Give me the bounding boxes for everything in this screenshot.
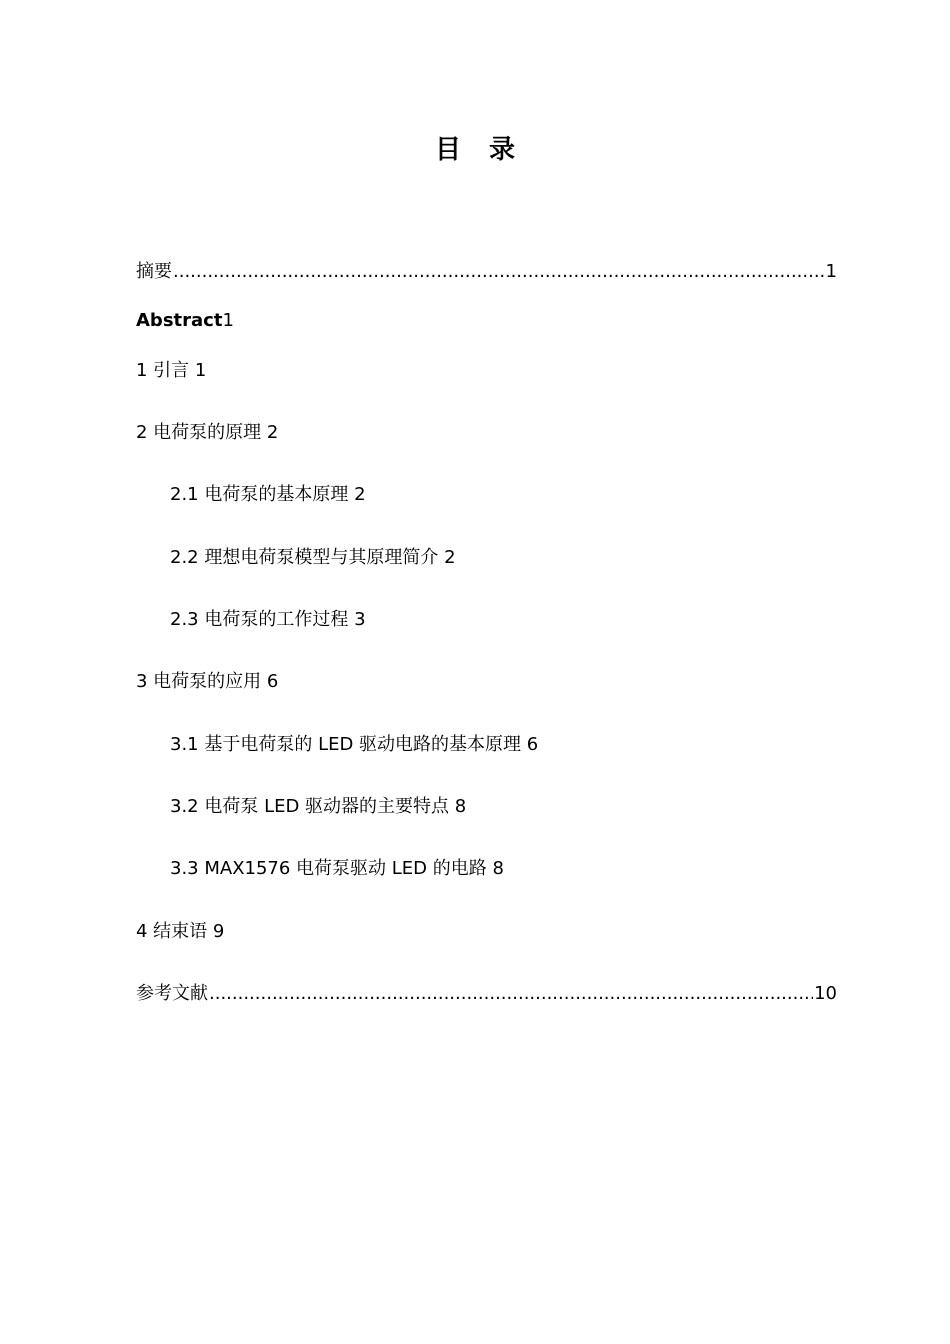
toc-entry-label: 参考文献 [136, 983, 208, 1004]
toc-entry-label: 4 结束语 [136, 921, 208, 942]
toc-entry-1[interactable] [136, 358, 837, 384]
toc-leader-dots [209, 981, 813, 1007]
toc-entry-label: 2.1 电荷泵的基本原理 [170, 484, 349, 505]
toc-entry-label: 摘要 [136, 261, 172, 282]
toc-entry-page: 2 [444, 547, 456, 568]
toc-entry-page: 8 [492, 858, 504, 879]
toc-entry-3[interactable] [136, 669, 837, 695]
toc-entry-page: 1 [194, 360, 207, 381]
toc-entry-page: 8 [454, 796, 467, 817]
toc-entry-page: 9 [212, 921, 225, 942]
toc-entry-3-3[interactable] [170, 856, 837, 882]
toc-entry-3-2[interactable] [170, 794, 837, 820]
toc-entry-page: 2 [354, 484, 366, 505]
toc-entry-4[interactable] [136, 919, 837, 945]
toc-entry-page: 6 [526, 734, 539, 755]
toc-entry-page: 10 [814, 983, 837, 1004]
toc-entry-label: 3.3 MAX1576 电荷泵驱动 LED 的电路 [170, 858, 487, 879]
toc-title: 目录 [434, 135, 543, 165]
toc-entry-label: Abstract [136, 310, 223, 331]
toc-entry-references[interactable] [136, 981, 837, 1007]
toc-entry-page: 1 [825, 261, 837, 282]
toc-entry-abstract-en[interactable] [136, 308, 837, 334]
toc-entry-label: 3.2 电荷泵 LED 驱动器的主要特点 [170, 796, 450, 817]
toc-entry-label: 3 电荷泵的应用 [136, 671, 262, 692]
toc-entry-page: 2 [266, 422, 279, 443]
toc-entry-page: 3 [354, 609, 366, 630]
toc-entry-2[interactable] [136, 420, 837, 446]
toc-entry-label: 3.1 基于电荷泵的 LED 驱动电路的基本原理 [170, 734, 522, 755]
toc-entry-label: 2 电荷泵的原理 [136, 422, 262, 443]
toc-entry-label: 1 引言 [136, 360, 190, 381]
toc-entry-2-2[interactable] [170, 545, 837, 571]
toc-entry-2-3[interactable] [170, 607, 837, 633]
toc-entry-label: 2.3 电荷泵的工作过程 [170, 609, 349, 630]
toc-entry-abstract-cn[interactable] [136, 259, 837, 285]
toc-entry-page: 1 [222, 310, 234, 331]
toc-entry-page: 6 [266, 671, 279, 692]
toc-leader-dots [173, 259, 825, 285]
toc-entry-3-1[interactable] [170, 732, 837, 758]
toc-entry-label: 2.2 理想电荷泵模型与其原理简介 [170, 547, 439, 568]
toc-entry-2-1[interactable] [170, 482, 837, 508]
